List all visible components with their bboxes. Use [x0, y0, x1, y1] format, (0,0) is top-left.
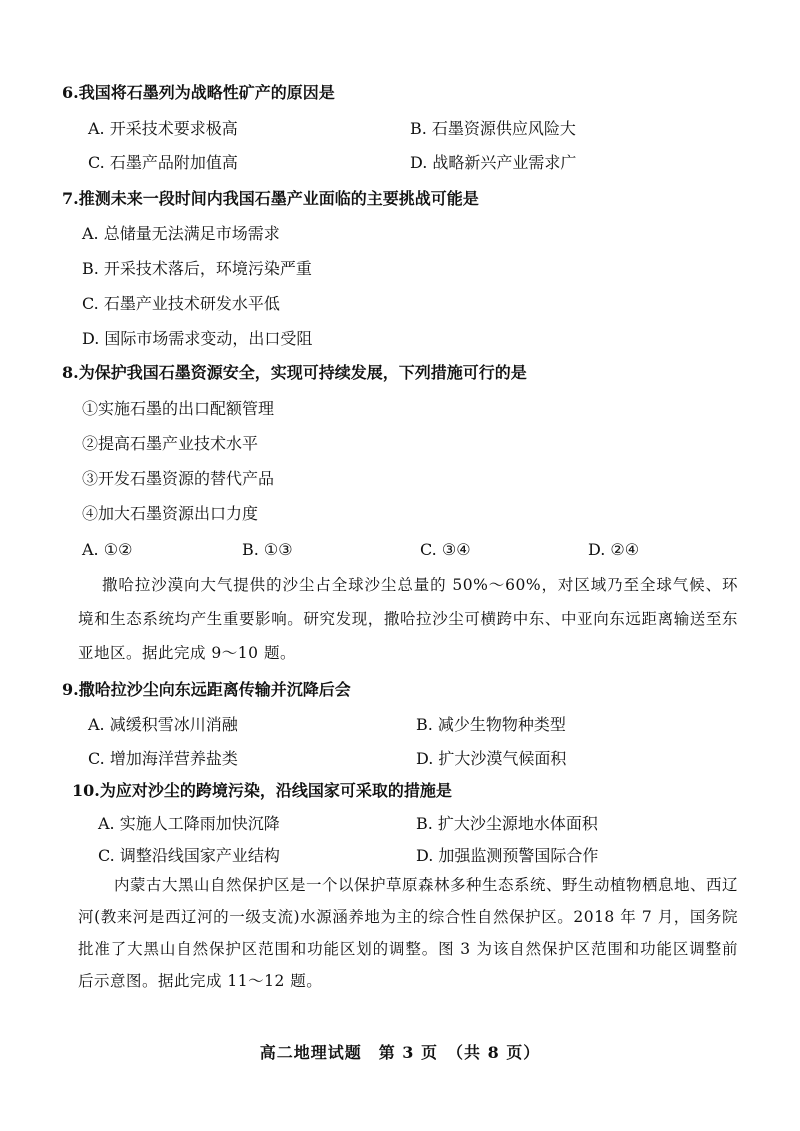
page-footer: 高二地理试题 第 3 页 （共 8 页） — [259, 1043, 541, 1062]
question-8-statement-1: ①实施石墨的出口配额管理 — [82, 399, 275, 418]
question-10-option-c: C. 调整沿线国家产业结构 — [98, 846, 280, 865]
question-6-stem: 6.我国将石墨列为战略性矿产的原因是 — [62, 83, 335, 102]
question-9-stem: 9.撒哈拉沙尘向东远距离传输并沉降后会 — [62, 680, 351, 699]
question-10-option-a: A. 实施人工降雨加快沉降 — [98, 814, 280, 833]
question-6-option-d: D. 战略新兴产业需求广 — [410, 153, 577, 172]
question-6-option-b: B. 石墨资源供应风险大 — [410, 119, 576, 138]
question-6-option-c: C. 石墨产品附加值高 — [88, 153, 238, 172]
question-7-option-c: C. 石墨产业技术研发水平低 — [82, 294, 280, 313]
question-7-option-a: A. 总储量无法满足市场需求 — [82, 224, 280, 243]
question-10-option-d: D. 加强监测预警国际合作 — [416, 846, 599, 865]
question-9-option-a: A. 减缓积雪冰川消融 — [88, 715, 238, 734]
question-8-statement-3: ③开发石墨资源的替代产品 — [82, 469, 275, 488]
question-8-statement-2: ②提高石墨产业技术水平 — [82, 434, 259, 453]
passage-sahara-dust: 撒哈拉沙漠向大气提供的沙尘占全球沙尘总量的 50%～60%，对区域乃至全球气候、环境和生态系统均产生重要影响。研究发现，撒哈拉沙尘可横跨中东、中亚向东远距离输送至东亚地区。据此完成 9～10 题。 — [78, 576, 738, 662]
question-8-option-a: A. ①② — [82, 540, 133, 559]
question-8-option-c: C. ③④ — [420, 540, 471, 559]
question-7-option-d: D. 国际市场需求变动，出口受阻 — [82, 329, 313, 348]
passage-daheishan-reserve: 内蒙古大黑山自然保护区是一个以保护草原森林多种生态系统、野生动植物栖息地、西辽河(教来河是西辽河的一级支流)水源涵养地为主的综合性自然保护区。2018 年 7 月，国务院批准了大黑山自然保护区范围和功能区划的调整。图 3 为该自然保护区范围和功能区调整前后示意图。据此完成 11～12 题。 — [78, 876, 739, 990]
question-9-option-c: C. 增加海洋营养盐类 — [88, 749, 238, 768]
question-6-option-a: A. 开采技术要求极高 — [88, 119, 238, 138]
question-8-option-d: D. ②④ — [588, 540, 640, 559]
question-9-option-b: B. 减少生物物种类型 — [416, 715, 566, 734]
question-9-option-d: D. 扩大沙漠气候面积 — [416, 749, 567, 768]
question-8-stem: 8.为保护我国石墨资源安全，实现可持续发展，下列措施可行的是 — [62, 363, 527, 382]
question-7-option-b: B. 开采技术落后，环境污染严重 — [82, 259, 312, 278]
question-8-option-b: B. ①③ — [242, 540, 293, 559]
question-7-stem: 7.推测未来一段时间内我国石墨产业面临的主要挑战可能是 — [62, 189, 479, 208]
question-10-option-b: B. 扩大沙尘源地水体面积 — [416, 814, 598, 833]
question-8-statement-4: ④加大石墨资源出口力度 — [82, 504, 259, 523]
question-10-stem: 10.为应对沙尘的跨境污染，沿线国家可采取的措施是 — [72, 781, 452, 800]
